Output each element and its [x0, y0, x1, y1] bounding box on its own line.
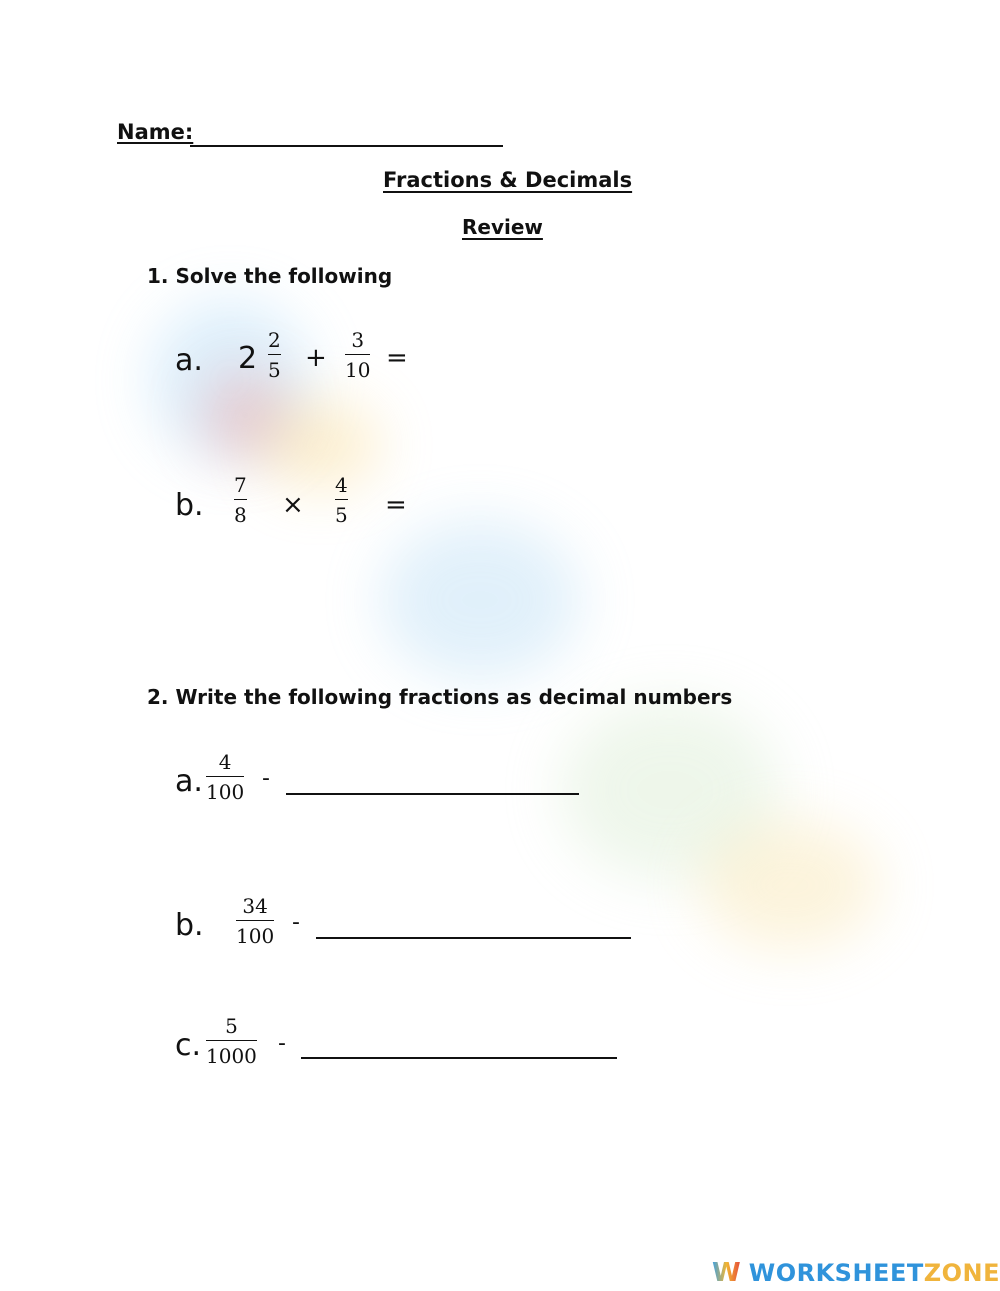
question-1a-fraction-1: [268, 330, 281, 380]
denominator: 100: [206, 780, 245, 804]
worksheetzone-w-icon: W: [712, 1258, 741, 1288]
worksheetzone-logo[interactable]: [712, 1258, 1000, 1288]
denominator: 10: [345, 358, 371, 382]
answer-line-2a[interactable]: [286, 793, 579, 795]
question-2a-letter: a.: [175, 764, 203, 799]
plus-operator: +: [305, 343, 327, 373]
numerator: 7: [234, 473, 247, 497]
question-1a-letter: a.: [175, 343, 203, 378]
dash: -: [292, 910, 300, 935]
question-1b-fraction-1: [234, 475, 247, 525]
answer-line-2c[interactable]: [301, 1057, 617, 1059]
denominator: 1000: [206, 1044, 257, 1068]
denominator: 5: [335, 503, 348, 527]
dash: -: [278, 1031, 286, 1056]
question-1b-fraction-2: [335, 475, 348, 525]
question-2a-fraction: [206, 752, 244, 802]
question-1b-letter: b.: [175, 488, 204, 523]
question-2c-letter: c.: [175, 1028, 202, 1063]
numerator: 34: [242, 894, 268, 918]
question-2-prompt: 2. Write the following fractions as decimal numbers: [147, 685, 733, 709]
question-2b-fraction: [236, 896, 274, 946]
numerator: 5: [225, 1014, 238, 1038]
equals-sign: =: [385, 490, 407, 520]
worksheet-title: Fractions & Decimals: [383, 168, 633, 192]
watermark-blob: [380, 520, 580, 680]
answer-line-2b[interactable]: [316, 937, 631, 939]
numerator: 4: [335, 473, 348, 497]
question-2c-fraction: [206, 1016, 257, 1066]
multiply-operator: ×: [282, 490, 304, 520]
equals-sign: =: [386, 343, 408, 373]
brand-text-zone: ZONE: [923, 1259, 1000, 1287]
name-label: Name:: [117, 120, 194, 144]
watermark-blob: [260, 400, 380, 490]
question-1a-fraction-2: [345, 330, 370, 380]
question-1-prompt: 1. Solve the following: [147, 264, 393, 288]
denominator: 5: [268, 358, 281, 382]
question-1a-whole: 2: [238, 341, 258, 376]
denominator: 8: [234, 503, 247, 527]
watermark-blob: [700, 820, 880, 950]
numerator: 2: [268, 328, 281, 352]
name-field-line[interactable]: [190, 145, 503, 147]
numerator: 3: [351, 328, 365, 352]
denominator: 100: [236, 924, 275, 948]
brand-text-worksheet: WORKSHEET: [748, 1259, 924, 1287]
numerator: 4: [218, 750, 232, 774]
dash: -: [262, 766, 270, 791]
worksheet-subtitle: Review: [462, 215, 543, 239]
question-2b-letter: b.: [175, 908, 204, 943]
